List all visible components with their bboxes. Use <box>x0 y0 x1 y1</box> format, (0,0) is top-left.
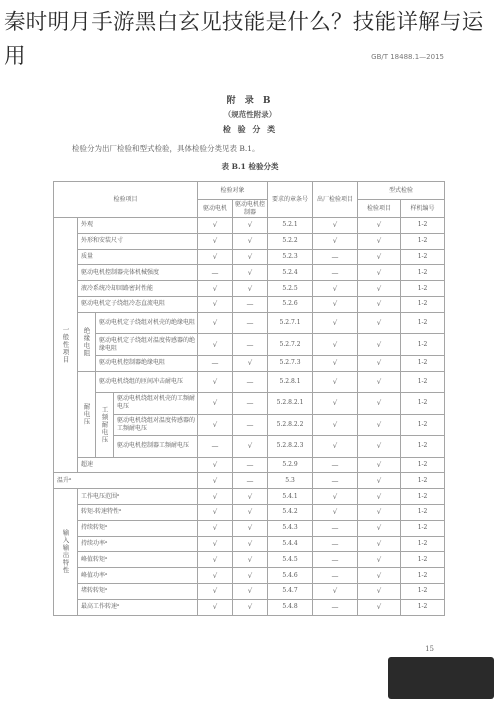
site-logo <box>388 657 494 699</box>
sample-number: 1-2 <box>401 334 445 356</box>
header-item: 检验项目 <box>54 182 198 218</box>
factory-mark: √ <box>313 233 358 249</box>
motor-mark: √ <box>198 393 233 415</box>
type-test-mark: √ <box>358 233 401 249</box>
type-test-mark: √ <box>358 312 401 334</box>
clause-number: 5.2.8.1 <box>268 371 313 393</box>
sample-number: 1-2 <box>401 536 445 552</box>
normative-label: （规范性附录） <box>223 110 277 119</box>
type-test-mark: √ <box>358 393 401 415</box>
clause-number: 5.2.3 <box>268 249 313 265</box>
sample-number: 1-2 <box>401 218 445 234</box>
row-label: 外形和安装尺寸 <box>78 233 198 249</box>
sample-number: 1-2 <box>401 414 445 436</box>
type-test-mark: √ <box>358 599 401 615</box>
sample-number: 1-2 <box>401 583 445 599</box>
sample-number: 1-2 <box>401 312 445 334</box>
type-test-mark: √ <box>358 457 401 473</box>
row-label: 最高工作转速ᵃ <box>78 599 198 615</box>
type-test-mark: √ <box>358 436 401 458</box>
type-test-mark: √ <box>358 489 401 505</box>
sample-number: 1-2 <box>401 233 445 249</box>
factory-mark: √ <box>313 371 358 393</box>
table-row <box>54 334 445 356</box>
table-row <box>54 552 445 568</box>
motor-mark: √ <box>198 334 233 356</box>
table-row <box>54 296 445 312</box>
clause-number: 5.4.5 <box>268 552 313 568</box>
type-test-mark: √ <box>358 249 401 265</box>
group-label: 绝缘电阻 <box>78 312 96 371</box>
controller-mark: √ <box>233 218 268 234</box>
factory-mark: √ <box>313 355 358 371</box>
row-label: 质量 <box>78 249 198 265</box>
sample-number: 1-2 <box>401 489 445 505</box>
factory-mark: √ <box>313 312 358 334</box>
type-test-mark: √ <box>358 371 401 393</box>
controller-mark: — <box>233 457 268 473</box>
clause-number: 5.2.5 <box>268 281 313 297</box>
factory-mark: √ <box>313 334 358 356</box>
header-type-test: 型式检验 <box>358 182 445 200</box>
factory-mark: — <box>313 536 358 552</box>
header-sample: 样机编号 <box>401 200 445 218</box>
row-label: 超速 <box>78 457 198 473</box>
table-row <box>54 249 445 265</box>
motor-mark: √ <box>198 520 233 536</box>
type-test-mark: √ <box>358 583 401 599</box>
factory-mark: √ <box>313 414 358 436</box>
controller-mark: √ <box>233 281 268 297</box>
factory-mark: √ <box>313 281 358 297</box>
factory-mark: √ <box>313 489 358 505</box>
section-heading: 检 验 分 类 <box>222 124 278 134</box>
sample-number: 1-2 <box>401 520 445 536</box>
clause-number: 5.4.6 <box>268 568 313 584</box>
table-row <box>54 265 445 281</box>
clause-number: 5.4.8 <box>268 599 313 615</box>
row-label: 温升ᵃ <box>54 473 198 489</box>
clause-number: 5.2.9 <box>268 457 313 473</box>
factory-mark: — <box>313 552 358 568</box>
controller-mark: √ <box>233 489 268 505</box>
motor-mark: √ <box>198 414 233 436</box>
controller-mark: — <box>233 334 268 356</box>
table-row <box>54 371 445 393</box>
sample-number: 1-2 <box>401 599 445 615</box>
row-label: 驱动电机绕组对机壳的工频耐电压 <box>114 393 198 415</box>
clause-number: 5.4.2 <box>268 504 313 520</box>
clause-number: 5.3 <box>268 473 313 489</box>
table-row <box>54 536 445 552</box>
factory-mark: — <box>313 599 358 615</box>
row-label: 液冷系统冷却回路密封性能 <box>78 281 198 297</box>
type-test-mark: √ <box>358 355 401 371</box>
sample-number: 1-2 <box>401 371 445 393</box>
factory-mark: — <box>313 457 358 473</box>
type-test-mark: √ <box>358 218 401 234</box>
intro-paragraph: 检验分为出厂检验和型式检验，具体检验分类见表 B.1。 <box>72 144 260 153</box>
motor-mark: √ <box>198 457 233 473</box>
row-label: 驱动电机控制器壳体机械强度 <box>78 265 198 281</box>
table-row <box>54 599 445 615</box>
motor-mark: √ <box>198 489 233 505</box>
controller-mark: √ <box>233 233 268 249</box>
clause-number: 5.2.7.1 <box>268 312 313 334</box>
header-factory: 出厂检验项目 <box>313 182 358 218</box>
inspection-table <box>53 181 445 616</box>
row-label: 持续功率ᵃ <box>78 536 198 552</box>
controller-mark: √ <box>233 583 268 599</box>
factory-mark: √ <box>313 583 358 599</box>
table-row <box>54 504 445 520</box>
motor-mark: √ <box>198 552 233 568</box>
header-object: 检验对象 <box>198 182 268 200</box>
sample-number: 1-2 <box>401 249 445 265</box>
header-controller: 驱动电机控制器 <box>233 200 268 218</box>
row-label: 驱动电机绕组的匝间冲击耐电压 <box>96 371 198 393</box>
clause-number: 5.2.7.2 <box>268 334 313 356</box>
motor-mark: √ <box>198 371 233 393</box>
controller-mark: — <box>233 312 268 334</box>
controller-mark: — <box>233 393 268 415</box>
sample-number: 1-2 <box>401 552 445 568</box>
motor-mark: √ <box>198 312 233 334</box>
motor-mark: — <box>198 355 233 371</box>
sample-number: 1-2 <box>401 436 445 458</box>
sample-number: 1-2 <box>401 473 445 489</box>
motor-mark: √ <box>198 599 233 615</box>
row-label: 峰值转矩ᵃ <box>78 552 198 568</box>
table-row <box>54 583 445 599</box>
controller-mark: √ <box>233 436 268 458</box>
motor-mark: — <box>198 436 233 458</box>
table-row <box>54 568 445 584</box>
controller-mark: √ <box>233 536 268 552</box>
clause-number: 5.2.8.2.3 <box>268 436 313 458</box>
controller-mark: √ <box>233 249 268 265</box>
table-row <box>54 312 445 334</box>
row-label: 驱动电机定子绕组对温度传感器的绝缘电阻 <box>96 334 198 356</box>
table-row <box>54 473 445 489</box>
motor-mark: √ <box>198 536 233 552</box>
clause-number: 5.2.2 <box>268 233 313 249</box>
motor-mark: √ <box>198 296 233 312</box>
type-test-mark: √ <box>358 414 401 436</box>
page-number: 15 <box>425 645 434 653</box>
standard-number: GB/T 18488.1—2015 <box>371 53 444 61</box>
row-label: 堵转转矩ᵃ <box>78 583 198 599</box>
header-clause: 要求的章条号 <box>268 182 313 218</box>
type-test-mark: √ <box>358 281 401 297</box>
motor-mark: √ <box>198 568 233 584</box>
row-label: 峰值功率ᵃ <box>78 568 198 584</box>
controller-mark: — <box>233 371 268 393</box>
row-label: 驱动电机绕组对温度传感器的工频耐电压 <box>114 414 198 436</box>
table-row <box>54 218 445 234</box>
type-test-mark: √ <box>358 265 401 281</box>
sample-number: 1-2 <box>401 281 445 297</box>
motor-mark: √ <box>198 583 233 599</box>
row-label: 驱动电机定子绕组对机壳的绝缘电阻 <box>96 312 198 334</box>
table-row <box>54 489 445 505</box>
clause-number: 5.2.6 <box>268 296 313 312</box>
factory-mark: — <box>313 568 358 584</box>
type-test-mark: √ <box>358 296 401 312</box>
sample-number: 1-2 <box>401 568 445 584</box>
controller-mark: √ <box>233 355 268 371</box>
clause-number: 5.2.7.3 <box>268 355 313 371</box>
table-row <box>54 457 445 473</box>
controller-mark: √ <box>233 520 268 536</box>
row-label: 驱动电机控制器绝缘电阻 <box>96 355 198 371</box>
type-test-mark: √ <box>358 504 401 520</box>
header-type-item: 检验项目 <box>358 200 401 218</box>
type-test-mark: √ <box>358 552 401 568</box>
factory-mark: √ <box>313 296 358 312</box>
clause-number: 5.4.3 <box>268 520 313 536</box>
factory-mark: √ <box>313 393 358 415</box>
controller-mark: √ <box>233 265 268 281</box>
group-label: 输入输出特性 <box>54 489 78 615</box>
type-test-mark: √ <box>358 520 401 536</box>
group-label: 工频耐电压 <box>96 393 114 458</box>
factory-mark: √ <box>313 436 358 458</box>
sample-number: 1-2 <box>401 504 445 520</box>
row-label: 驱动电机定子绕组冷态直流电阻 <box>78 296 198 312</box>
sample-number: 1-2 <box>401 355 445 371</box>
article-title: 秦时明月手游黑白玄见技能是什么？技能详解与运用 <box>4 10 484 69</box>
factory-mark: — <box>313 520 358 536</box>
table-row <box>54 355 445 371</box>
annex-heading: 附 录 B <box>226 96 274 106</box>
clause-number: 5.2.4 <box>268 265 313 281</box>
factory-mark: √ <box>313 218 358 234</box>
controller-mark: √ <box>233 552 268 568</box>
header-motor: 驱动电机 <box>198 200 233 218</box>
table-row <box>54 281 445 297</box>
clause-number: 5.2.8.2.1 <box>268 393 313 415</box>
controller-mark: — <box>233 296 268 312</box>
motor-mark: √ <box>198 281 233 297</box>
sample-number: 1-2 <box>401 457 445 473</box>
sample-number: 1-2 <box>401 393 445 415</box>
motor-mark: √ <box>198 473 233 489</box>
clause-number: 5.4.1 <box>268 489 313 505</box>
controller-mark: √ <box>233 504 268 520</box>
controller-mark: — <box>233 473 268 489</box>
type-test-mark: √ <box>358 473 401 489</box>
sample-number: 1-2 <box>401 296 445 312</box>
controller-mark: √ <box>233 568 268 584</box>
factory-mark: — <box>313 473 358 489</box>
group-label: 一般性项目 <box>54 218 78 473</box>
motor-mark: √ <box>198 233 233 249</box>
table-row <box>54 233 445 249</box>
row-label: 驱动电机控制器工频耐电压 <box>114 436 198 458</box>
factory-mark: — <box>313 249 358 265</box>
sample-number: 1-2 <box>401 265 445 281</box>
group-label: 耐电压 <box>78 371 96 457</box>
type-test-mark: √ <box>358 334 401 356</box>
clause-number: 5.2.1 <box>268 218 313 234</box>
table-row <box>54 520 445 536</box>
motor-mark: √ <box>198 218 233 234</box>
header-row <box>54 182 445 200</box>
row-label: 持续转矩ᵃ <box>78 520 198 536</box>
table-caption: 表 B.1 检验分类 <box>221 162 279 171</box>
table-row <box>54 393 445 415</box>
motor-mark: √ <box>198 504 233 520</box>
clause-number: 5.4.7 <box>268 583 313 599</box>
row-label: 外观 <box>78 218 198 234</box>
row-label: 工作电压范围ᵃ <box>78 489 198 505</box>
motor-mark: √ <box>198 249 233 265</box>
factory-mark: √ <box>313 504 358 520</box>
controller-mark: √ <box>233 599 268 615</box>
controller-mark: — <box>233 414 268 436</box>
type-test-mark: √ <box>358 568 401 584</box>
factory-mark: — <box>313 265 358 281</box>
type-test-mark: √ <box>358 536 401 552</box>
clause-number: 5.2.8.2.2 <box>268 414 313 436</box>
clause-number: 5.4.4 <box>268 536 313 552</box>
motor-mark: — <box>198 265 233 281</box>
row-label: 转矩-转速特性ᵃ <box>78 504 198 520</box>
